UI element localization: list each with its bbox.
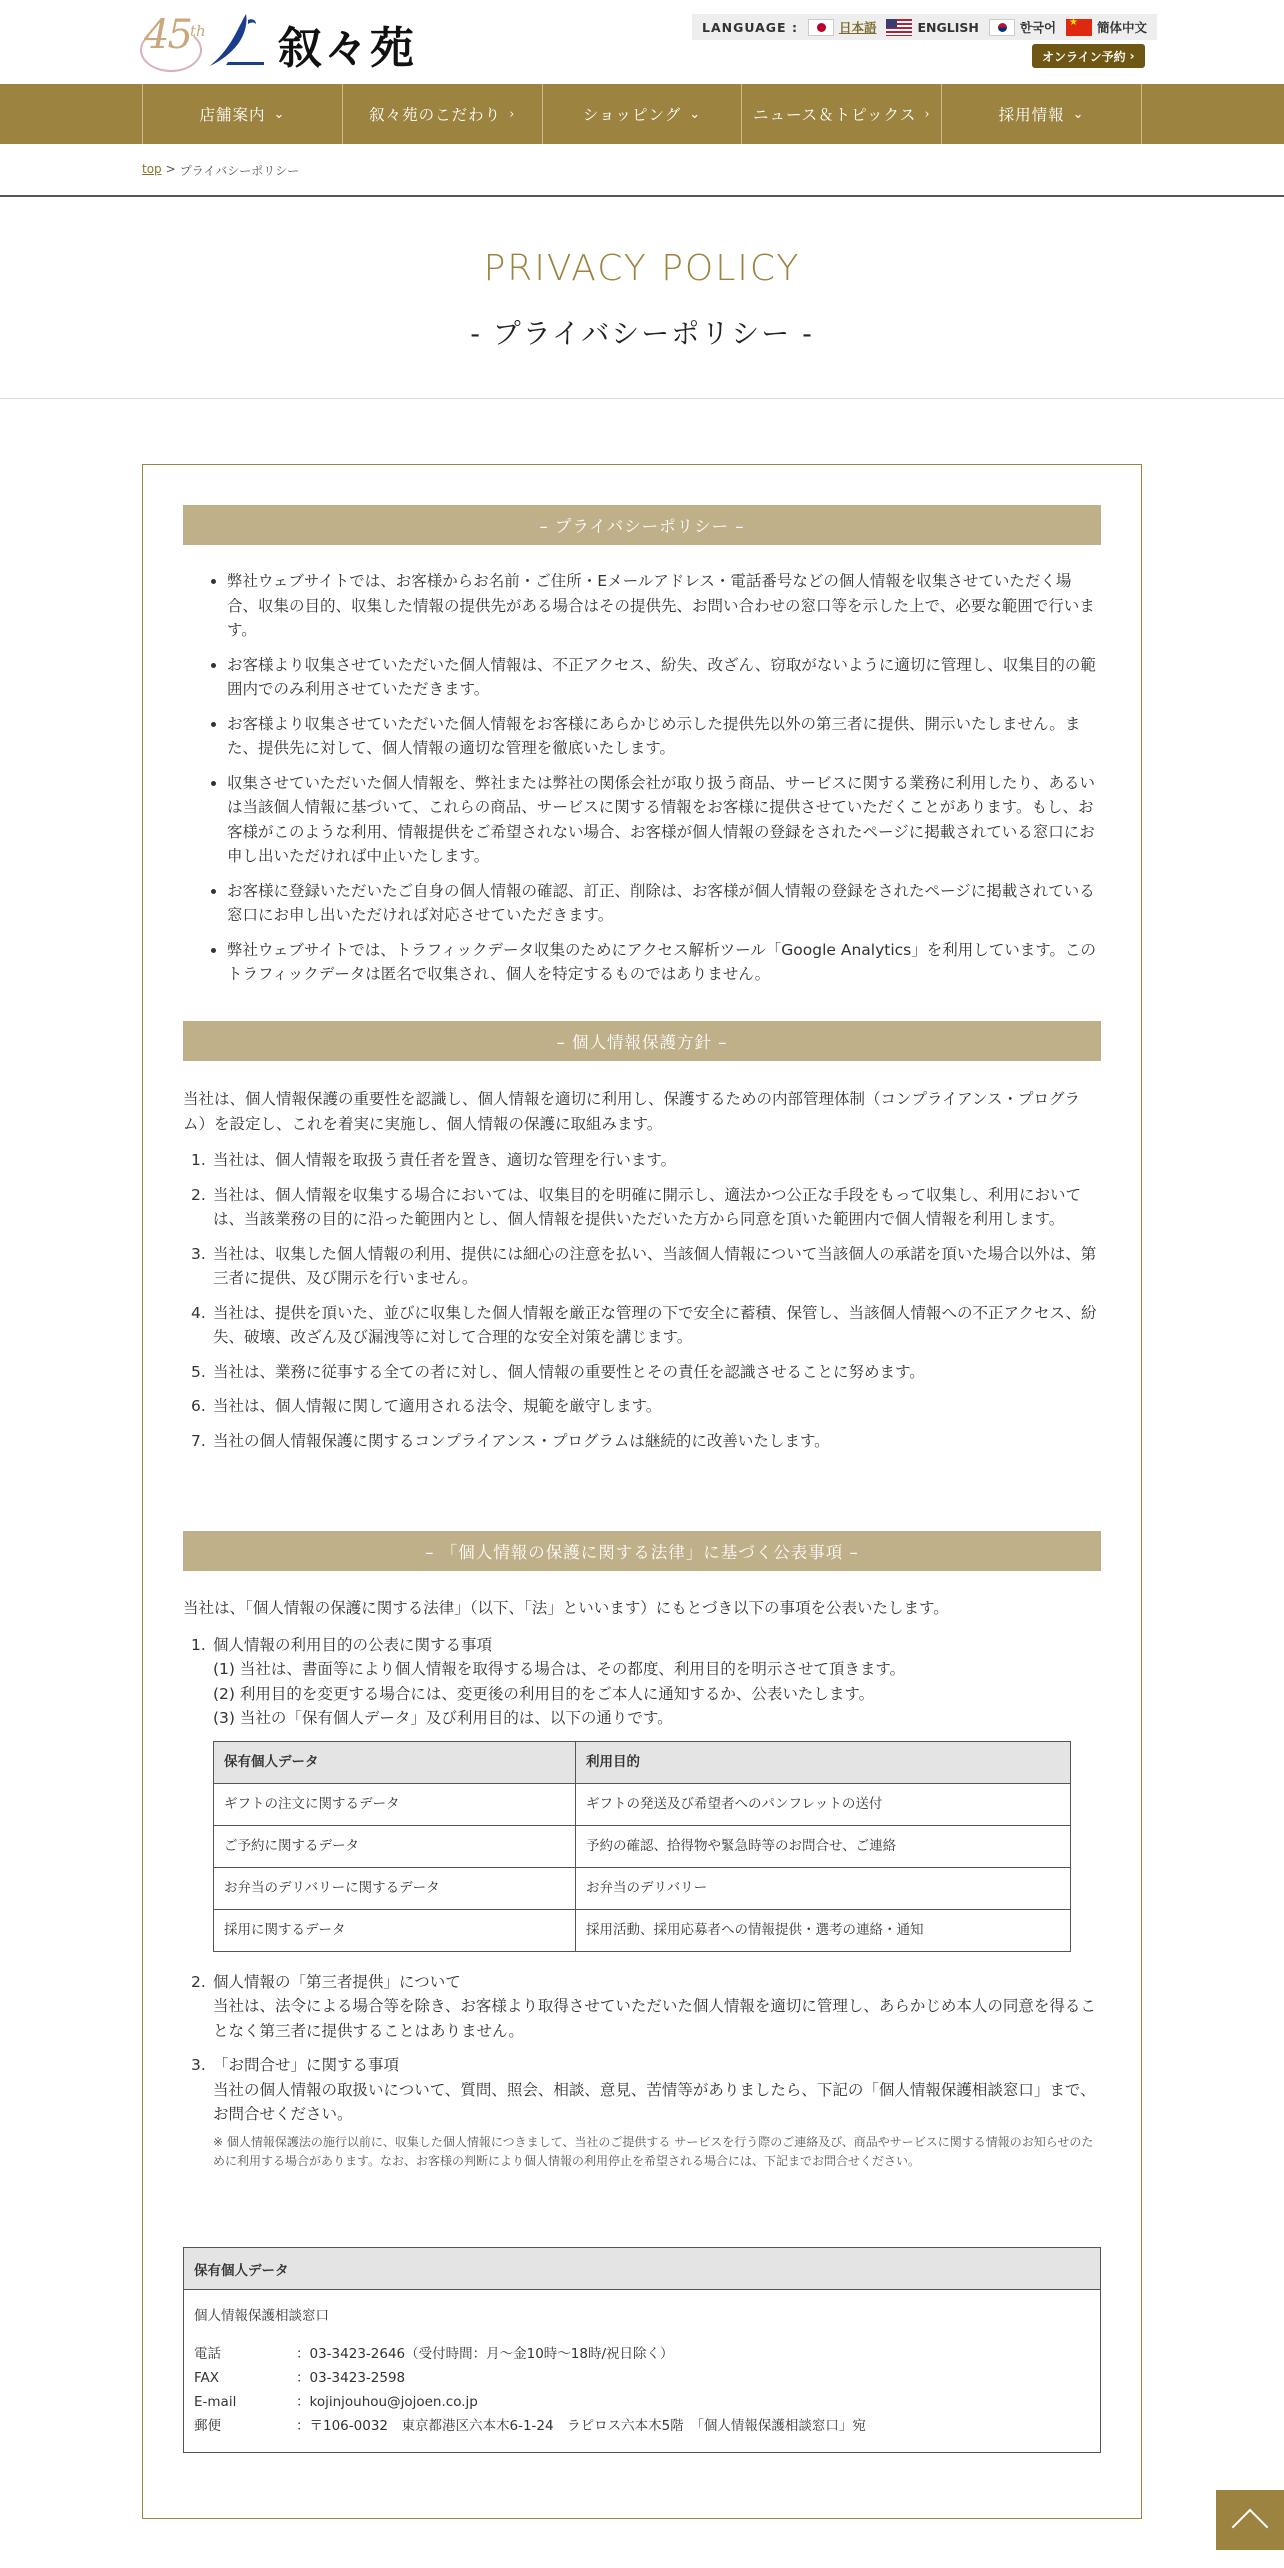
table-cell: ギフトの発送及び希望者へのパンフレットの送付 (576, 1783, 1071, 1825)
list-item: 2. 個人情報の「第三者提供」について 当社は、法令による場合等を除き、お客様より取得させていただいた個人情報を適切に管理し、あらかじめ本人の同意を得ることなく第三者に提供することはありません。 (183, 1970, 1101, 2044)
protection-policy-body (183, 1087, 1101, 1463)
breadcrumb (142, 162, 299, 179)
list-item-text: 当社は、個人情報に関して適用される法令、規範を厳守します。 (213, 1397, 662, 1415)
list-item: 弊社ウェブサイトでは、トラフィックデータ収集のためにアクセス解析ツール「Google Analytics」を利用しています。このトラフィックデータは匿名で収集され、個人を特定するものではありません。 (183, 938, 1101, 987)
language-switcher (692, 14, 1157, 40)
nav-item-stores[interactable] (143, 84, 343, 144)
japan-flag-icon (808, 19, 834, 36)
table-header: 利用目的 (576, 1741, 1071, 1783)
list-item-text: 当社の個人情報保護に関するコンプライアンス・プログラムは継続的に改善いたします。 (213, 1431, 830, 1450)
nav-item-label: 店舗案内 (199, 106, 266, 124)
contact-desk-name: 個人情報保護相談窓口 (194, 2308, 329, 2324)
breadcrumb-home-link[interactable]: top (142, 162, 162, 176)
nav-item-commitment[interactable] (343, 84, 543, 144)
list-item-title: 個人情報の利用目的の公表に関する事項 (213, 1635, 493, 1654)
contact-table-body (184, 2290, 1100, 2452)
contact-value: ：〒106-0032 東京都港区六本木6-1-24 ラピロス六本木5階 「個人情報保護相談窓口」宛 (296, 2418, 866, 2434)
list-item-title: 個人情報の「第三者提供」について (213, 1972, 461, 1991)
chevron-down-icon: ⌄ (273, 106, 286, 122)
section-heading-public-notice: – 「個人情報の保護に関する法律」に基づく公表事項 – (183, 1531, 1101, 1571)
public-notice-intro: 当社は、「個人情報の保護に関する法律」（以下、「法」といいます）にもとづき以下の事項を公表いたします。 (183, 1599, 949, 1617)
chevron-up-icon (1232, 2509, 1269, 2546)
list-item: 7. 当社の個人情報保護に関するコンプライアンス・プログラムは継続的に改善いたします。 (191, 1431, 830, 1450)
table-cell: 予約の確認、拾得物や緊急時等のお問合せ、ご連絡 (576, 1825, 1071, 1867)
anniversary-suffix: th (190, 22, 206, 40)
brand-mark-icon[interactable] (208, 10, 268, 70)
chevron-down-icon: ⌄ (1072, 106, 1085, 122)
contact-value: ：03-3423-2646（受付時間：月～金10時～18時/祝日除く） (296, 2346, 674, 2362)
nav-item-label: 叙々苑のこだわり (369, 106, 502, 124)
list-item-text: 当社は、個人情報を取扱う責任者を置き、適切な管理を行います。 (213, 1151, 677, 1169)
nav-item-label: ニュース＆トピックス (752, 106, 917, 124)
protection-policy-list (183, 1148, 1101, 1453)
table-cell: 採用に関するデータ (214, 1909, 576, 1951)
online-reservation-label: オンライン予約 (1042, 49, 1126, 64)
protection-policy-intro: 当社は、個人情報保護の重要性を認識し、個人情報を適切に利用し、保護するための内部管理体制（コンプライアンス・プログラム）を設定し、これを着実に実施し、個人情報の保護に取組みます。 (183, 1090, 1080, 1133)
online-reservation-button[interactable] (1032, 44, 1145, 68)
list-item-text: 当社の個人情報の取扱いについて、質問、照会、相談、意見、苦情等がありましたら、下記の「個人情報保護相談窓口」まで、お問合せください。 (213, 2080, 1096, 2123)
breadcrumb-current: プライバシーポリシー (179, 164, 300, 178)
privacy-policy-list (183, 569, 1101, 997)
section-heading-privacy-policy: – プライバシーポリシー – (183, 505, 1101, 545)
list-item-line: (3) 当社の「保有個人データ」及び利用目的は、以下の通りです。 (213, 1709, 673, 1727)
anniversary-number: 45 (144, 12, 191, 58)
list-item: 3. 当社は、収集した個人情報の利用、提供には細心の注意を払い、当該個人情報について当該個人の承諾を頂いた場合以外は、第三者に提供、及び開示を行いません。 (191, 1244, 1097, 1287)
list-item-title: 「お問合せ」に関する事項 (213, 2056, 400, 2074)
china-flag-icon (1066, 19, 1092, 36)
contact-row-phone (194, 2342, 1090, 2366)
contact-key: 電話 (194, 2346, 221, 2362)
language-option-label: ENGLISH (917, 19, 979, 35)
language-option-label: 한국어 (1019, 20, 1057, 35)
page-title-en: PRIVACY POLICY (483, 248, 801, 289)
public-notice-body (183, 1596, 1101, 2181)
table-row (214, 1825, 1071, 1867)
main-nav (0, 84, 1284, 144)
contact-row-postal (194, 2414, 1090, 2438)
list-item: 3. 「お問合せ」に関する事項 当社の個人情報の取扱いについて、質問、照会、相談、意見、苦情等がありましたら、下記の「個人情報保護相談窓口」まで、お問合せください。 ※ 個人情報保護法の施行以前に、収集した個人情報につきまして、当社のご提供する サービスを行う際のご連絡及び、商品やサービスに関する情報のお知らせのために利用する場合があります。なお、お客様の判断により個人情報の利用停止を希望される場合には、下記までお問合せください。 (183, 2053, 1101, 2171)
contact-table (183, 2247, 1101, 2453)
chevron-down-icon: ⌄ (689, 106, 702, 122)
language-option-label: 簡体中文 (1097, 20, 1148, 35)
chevron-right-icon: › (509, 106, 516, 122)
list-item: 4. 当社は、提供を頂いた、並びに収集した個人情報を厳正な管理の下で安全に蓄積、保管し、当該個人情報への不正アクセス、紛失、破壊、改ざん及び漏洩等に対して合理的な安全対策を講じます。 (191, 1303, 1097, 1346)
list-item: 6. 当社は、個人情報に関して適用される法令、規範を厳守します。 (191, 1397, 662, 1415)
list-item: 2. 当社は、個人情報を収集する場合においては、収集目的を明確に開示し、適法かつ公正な手段をもって収集し、利用においては、当該業務の目的に沿った範囲内とし、個人情報を提供いただいた方から同意を頂いた範囲内で個人情報を利用します。 (191, 1185, 1082, 1228)
list-item-text: 当社は、提供を頂いた、並びに収集した個人情報を厳正な管理の下で安全に蓄積、保管し、当該個人情報への不正アクセス、紛失、破壊、改ざん及び漏洩等に対して合理的な安全対策を講じます。 (213, 1303, 1097, 1346)
policy-content-box (142, 464, 1142, 2519)
list-item: 弊社ウェブサイトでは、お客様からお名前・ご住所・Eメールアドレス・電話番号などの個人情報を収集させていただく場合、収集の目的、収集した情報の提供先がある場合はその提供先、お問い合わせの窓口等を示した上で、必要な範囲で行います。 (183, 569, 1101, 643)
table-row (214, 1783, 1071, 1825)
table-header: 保有個人データ (214, 1741, 576, 1783)
personal-data-table (213, 1741, 1071, 1952)
language-option-korean[interactable] (989, 18, 1056, 36)
brand-logo-text[interactable]: 叙々苑 (278, 23, 416, 74)
list-item-text: 当社は、収集した個人情報の利用、提供には細心の注意を払い、当該個人情報について当該個人の承諾を頂いた場合以外は、第三者に提供、及び開示を行いません。 (213, 1244, 1097, 1287)
contact-value: ：03-3423-2598 (296, 2370, 406, 2386)
table-cell: お弁当のデリバリーに関するデータ (214, 1867, 576, 1909)
table-cell: ギフトの注文に関するデータ (214, 1783, 576, 1825)
list-item-text: 当社は、個人情報を収集する場合においては、収集目的を明確に開示し、適法かつ公正な手段をもって収集し、利用においては、当該業務の目的に沿った範囲内とし、個人情報を提供いただいた方から同意を頂いた範囲内で個人情報を利用します。 (213, 1185, 1082, 1228)
table-header-row (214, 1741, 1071, 1783)
contact-row-fax (194, 2366, 1090, 2390)
nav-item-label: 採用情報 (998, 106, 1065, 124)
nav-item-news[interactable] (742, 84, 942, 144)
divider (0, 398, 1284, 399)
language-option-label: 日本語 (838, 20, 877, 35)
list-item: お客様に登録いただいたご自身の個人情報の確認、訂正、削除は、お客様が個人情報の登録をされたページに掲載されている窓口にお申し出いただければ対応させていただきます。 (183, 879, 1101, 928)
list-item-text: 当社は、業務に従事する全ての者に対し、個人情報の重要性とその責任を認識させることに努めます。 (213, 1362, 925, 1381)
public-notice-list (183, 1633, 1101, 2171)
page-title-ja: - プライバシーポリシー - (470, 317, 814, 350)
contact-row-email (194, 2390, 1090, 2414)
language-option-japanese[interactable] (808, 18, 877, 36)
language-label: LANGUAGE : (702, 19, 798, 35)
table-cell: 採用活動、採用応募者への情報提供・選考の連絡・通知 (576, 1909, 1071, 1951)
list-item: 1. 当社は、個人情報を取扱う責任者を置き、適切な管理を行います。 (191, 1151, 677, 1169)
table-row (214, 1867, 1071, 1909)
back-to-top-button[interactable] (1216, 2490, 1284, 2550)
contact-key: FAX (194, 2370, 220, 2386)
list-item: 1. 個人情報の利用目的の公表に関する事項 (1) 当社は、書面等により個人情報を取得する場合は、その都度、利用目的を明示させて頂きます。 (2) 利用目的を変更する場合には、変更後の利用目的をご本人に通知するか、公表いたします。 (3) 当社の「保有個人データ」及び利用目的は、以下の通りです。 保有個人データ 利用目的 ギフトの注文に関するデータ ギフトの発送及び希望者へのパンフレットの送付 ご予約に関するデータ 予約の確認、拾得物や緊急時等のお問合せ、ご連絡 お弁当のデリバリーに関するデータ お弁当のデリバリー 採用に関するデータ 採用活動、採用応募者への情報提供・選考の連絡・通知 (183, 1633, 1101, 1952)
chevron-right-icon: › (1129, 49, 1135, 63)
list-item: 収集させていただいた個人情報を、弊社または弊社の関係会社が取り扱う商品、サービスに関する業務に利用したり、あるいは当該個人情報に基づいて、これらの商品、サービスに関する情報をお客様に提供させていただくことがあります。もし、お客様がこのような利用、情報提供をご希望されない場合、お客様が個人情報の登録をされたページに掲載されている窓口にお申し出いただければ中止いたします。 (183, 771, 1101, 869)
list-item: お客様より収集させていただいた個人情報は、不正アクセス、紛失、改ざん、窃取がないように適切に管理し、収集目的の範囲内でのみ利用させていただきます。 (183, 653, 1101, 702)
nav-item-recruit[interactable] (942, 84, 1142, 144)
breadcrumb-separator: > (165, 162, 176, 176)
language-option-chinese[interactable] (1066, 18, 1147, 36)
contact-key: E-mail (194, 2394, 237, 2410)
section-heading-protection-policy: – 個人情報保護方針 – (183, 1021, 1101, 1061)
nav-item-shopping[interactable] (543, 84, 743, 144)
divider (0, 195, 1284, 197)
korea-flag-icon (989, 19, 1015, 36)
nav-item-label: ショッピング (582, 106, 682, 124)
list-item-line: (1) 当社は、書面等により個人情報を取得する場合は、その都度、利用目的を明示させて頂きます。 (213, 1660, 906, 1678)
language-option-english[interactable] (886, 19, 978, 36)
site-header (0, 0, 1284, 84)
table-row (214, 1909, 1071, 1951)
usa-flag-icon (886, 19, 912, 36)
list-item: お客様より収集させていただいた個人情報をお客様にあらかじめ示した提供先以外の第三者に提供、開示いたしません。また、提供先に対して、個人情報の適切な管理を徹底いたします。 (183, 712, 1101, 761)
list-item-line: (2) 利用目的を変更する場合には、変更後の利用目的をご本人に通知するか、公表いたします。 (213, 1684, 875, 1703)
table-cell: ご予約に関するデータ (214, 1825, 576, 1867)
list-item-text: 当社は、法令による場合等を除き、お客様より取得させていただいた個人情報を適切に管理し、あらかじめ本人の同意を得ることなく第三者に提供することはありません。 (213, 1997, 1096, 2040)
footnote: ※ 個人情報保護法の施行以前に、収集した個人情報につきまして、当社のご提供する サービスを行う際のご連絡及び、商品やサービスに関する情報のお知らせのために利用する場合があります。なお、お客様の判断により個人情報の利用停止を希望される場合には、下記までお問合せください。 (213, 2134, 1094, 2168)
list-item: 5. 当社は、業務に従事する全ての者に対し、個人情報の重要性とその責任を認識させることに努めます。 (191, 1362, 925, 1381)
contact-table-header: 保有個人データ (184, 2248, 1100, 2290)
contact-key: 郵便 (194, 2418, 221, 2434)
anniversary-45th-logo[interactable] (140, 8, 204, 68)
contact-value[interactable]: ：kojinjouhou@jojoen.co.jp (296, 2394, 478, 2410)
chevron-right-icon: › (924, 106, 931, 122)
table-cell: お弁当のデリバリー (576, 1867, 1071, 1909)
